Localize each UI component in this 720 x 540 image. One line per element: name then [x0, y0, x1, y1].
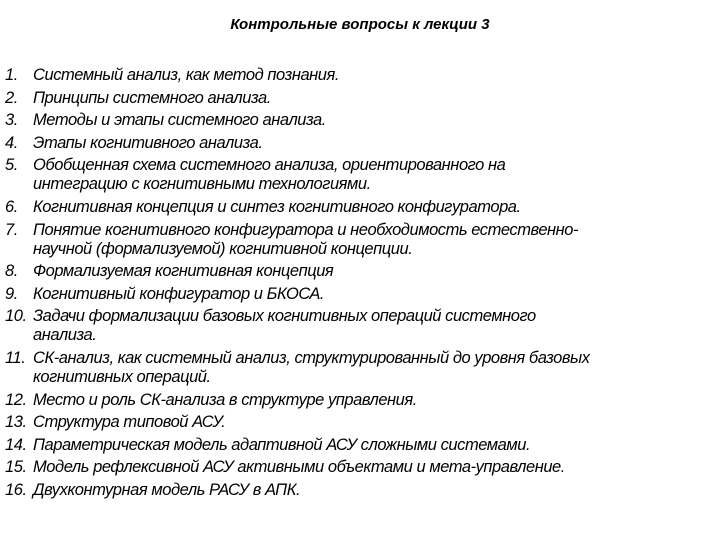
- item-text: [33, 436, 530, 455]
- item-text: [33, 307, 536, 345]
- item-text-line: когнитивных операций.: [33, 367, 211, 386]
- item-number: 9.: [5, 284, 18, 303]
- item-number: 11.: [5, 348, 26, 367]
- item-number: 12.: [5, 390, 27, 409]
- list-item: [5, 134, 717, 153]
- item-text: [33, 156, 505, 194]
- item-number: 10.: [5, 307, 27, 326]
- item-number: 6.: [5, 197, 18, 216]
- item-text-line: научной (формализуемой) когнитивной концепции.: [33, 239, 413, 258]
- item-number: 15.: [5, 458, 27, 477]
- item-text: [33, 349, 590, 387]
- item-text: [33, 89, 271, 108]
- item-number: 1.: [5, 66, 18, 84]
- item-text-line: Этапы когнитивного анализа.: [33, 133, 263, 152]
- item-number: 4.: [5, 133, 18, 152]
- item-text-line: Обобщенная схема системного анализа, ориентированного на: [33, 156, 506, 175]
- item-text-line: Модель рефлексивной АСУ активными объектами и мета-управление.: [33, 458, 565, 477]
- item-number: 16.: [5, 480, 27, 499]
- item-text: [33, 66, 339, 85]
- list-item: [5, 221, 717, 259]
- item-text: [33, 221, 578, 259]
- item-number: 3.: [5, 111, 18, 130]
- list-item: [5, 413, 717, 432]
- list-item: [5, 391, 717, 410]
- item-text-line: Место и роль СК-анализа в структуре управления.: [33, 390, 417, 409]
- item-text: [33, 458, 565, 477]
- list-item: [5, 198, 717, 217]
- list-item: [5, 481, 717, 500]
- item-text-line: Двухконтурная модель РАСУ в АПК.: [33, 480, 301, 499]
- item-number: 7.: [5, 220, 18, 239]
- item-number: 5.: [5, 156, 18, 175]
- item-number: 14.: [5, 435, 27, 454]
- item-number: 8.: [5, 262, 18, 281]
- list-item: [5, 349, 717, 387]
- item-text-line: Понятие когнитивного конфигуратора и необходимость естественно-: [33, 220, 579, 239]
- item-text: [33, 481, 300, 500]
- page-title: Контрольные вопросы к лекции 3: [230, 16, 490, 33]
- item-number: 13.: [5, 413, 27, 432]
- item-number: 2.: [5, 88, 18, 107]
- item-text-line: СК-анализ, как системный анализ, структурированный до уровня базовых: [33, 348, 590, 367]
- item-text: [33, 413, 225, 432]
- item-text-line: Задачи формализации базовых когнитивных операций системного: [33, 307, 536, 326]
- item-text-line: Методы и этапы системного анализа.: [33, 111, 326, 130]
- list-item: [5, 285, 717, 304]
- list-item: [5, 262, 717, 281]
- list-item: [5, 111, 717, 130]
- list-item: [5, 156, 717, 194]
- list-item: [5, 458, 717, 477]
- item-text-line: Системный анализ, как метод познания.: [33, 66, 340, 84]
- list-item: [5, 436, 717, 455]
- list-item: [5, 66, 717, 85]
- item-text-line: Когнитивная концепция и синтез когнитивного конфигуратора.: [33, 197, 521, 216]
- item-text: [33, 285, 324, 304]
- item-text-line: Структура типовой АСУ.: [33, 413, 226, 432]
- item-text-line: Формализуемая когнитивная концепция: [33, 262, 334, 281]
- item-text-line: Параметрическая модель адаптивной АСУ сложными системами.: [33, 435, 531, 454]
- item-text: [33, 262, 333, 281]
- item-text-line: интеграцию с когнитивными технологиями.: [33, 175, 371, 194]
- list-item: [5, 307, 717, 345]
- item-text-line: Принципы системного анализа.: [33, 88, 271, 107]
- item-text: [33, 111, 326, 130]
- question-list: [5, 66, 717, 504]
- item-text-line: Когнитивный конфигуратор и БКОСА.: [33, 284, 325, 303]
- item-text: [33, 391, 417, 410]
- item-text: [33, 134, 263, 153]
- list-item: [5, 89, 717, 108]
- item-text-line: анализа.: [33, 326, 97, 345]
- item-text: [33, 198, 521, 217]
